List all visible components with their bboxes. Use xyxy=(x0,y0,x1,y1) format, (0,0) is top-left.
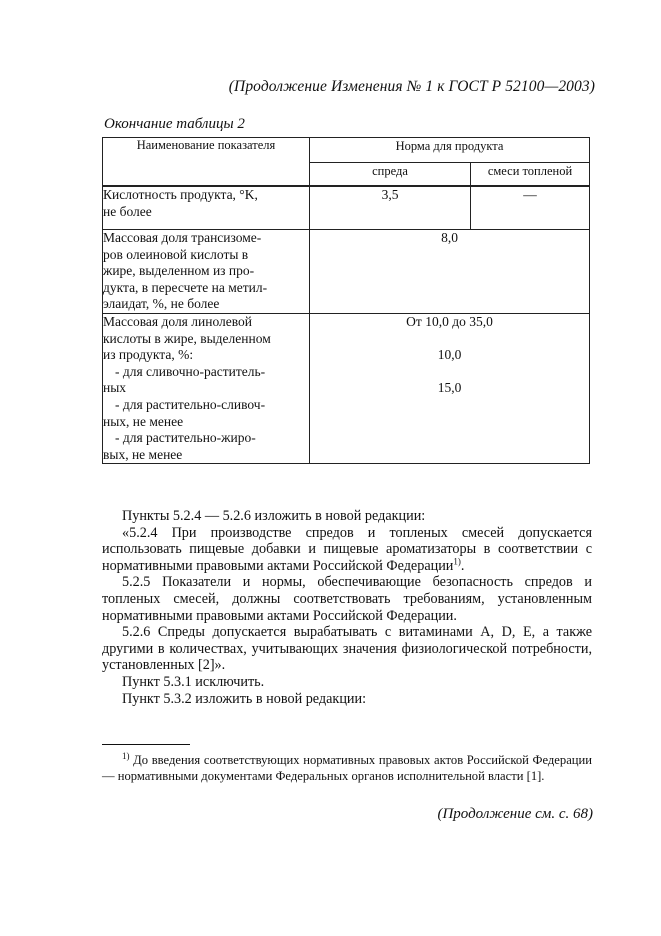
indicator-name: Кислотность продукта, °K, не более xyxy=(103,186,310,230)
table-row xyxy=(103,313,590,463)
value-linoleic-veg-butter: 10,0 xyxy=(437,347,462,363)
column-header-norm: Норма для продукта xyxy=(310,138,590,163)
value-spread: 3,5 xyxy=(310,186,471,230)
column-header-spread: спреда xyxy=(310,163,471,187)
value-linoleic-veg-fat: 15,0 xyxy=(437,380,462,396)
body-text xyxy=(102,508,592,707)
norms-table xyxy=(102,137,590,464)
footnote-divider xyxy=(102,744,190,745)
footnote: $^{1)}$ До введения соответствующих нормативных правовых актов Российской Федерации — нормативными документами Федеральных органов исполнительной власти [1]. xyxy=(102,750,592,784)
paragraph: 5.2.6 Спреды допускается вырабатывать с витаминами А, D, Е, а также другими в количествах, учитывающих значения физиологической потребности, установленных [2]». xyxy=(102,624,592,674)
paragraph: Пункт 5.3.2 изложить в новой редакции: xyxy=(122,690,367,707)
value-linoleic-butter-veg: От 10,0 до 35,0 xyxy=(406,313,493,329)
page-header-continuation: (Продолжение Изменения № 1 к ГОСТ Р 52100—2003) xyxy=(228,78,595,95)
value-common: 8,0 xyxy=(310,230,590,314)
page-footer-continuation: (Продолжение см. с. 68) xyxy=(437,806,593,822)
column-header-mix: смеси топленой xyxy=(471,163,590,187)
footnote-reference: 1) xyxy=(453,556,461,567)
value-stack xyxy=(310,313,590,463)
paragraph: 5.2.5 Показатели и нормы, обеспечивающие безопасность спредов и топленых смесей, должны соответствовать требованиям, установленным нормативными правовыми актами Российской Федерации. xyxy=(102,574,592,624)
value-mix: — xyxy=(471,186,590,230)
column-header-name: Наименование показателя xyxy=(103,138,310,187)
indicator-name: Массовая доля трансизоме- ров олеиновой кислоты в жире, выделенном из про- дукта, в пересчете на метил- элаидат, %, не более xyxy=(103,230,310,314)
table-caption: Окончание таблицы 2 xyxy=(104,116,245,132)
table-row xyxy=(103,230,590,314)
paragraph: Пункт 5.3.1 исключить. xyxy=(122,673,265,690)
table-row xyxy=(103,186,590,230)
paragraph: «5.2.4 При производстве спредов и топленых смесей допускается использовать пищевые добавки и пищевые ароматизаторы в соответствии с нормативными правовыми актами Российской Федерации$^{1)}$. xyxy=(102,524,592,574)
footnote-marker: 1) xyxy=(122,750,130,761)
paragraph: Пункты 5.2.4 — 5.2.6 изложить в новой редакции: xyxy=(122,508,426,524)
indicator-name: Массовая доля линолевой кислоты в жире, выделенном из продукта, %: - для сливочно-раститель- ных - для растительно-сливоч- ных, не менее - для растительно-жиро- вых, не менее xyxy=(103,313,310,463)
